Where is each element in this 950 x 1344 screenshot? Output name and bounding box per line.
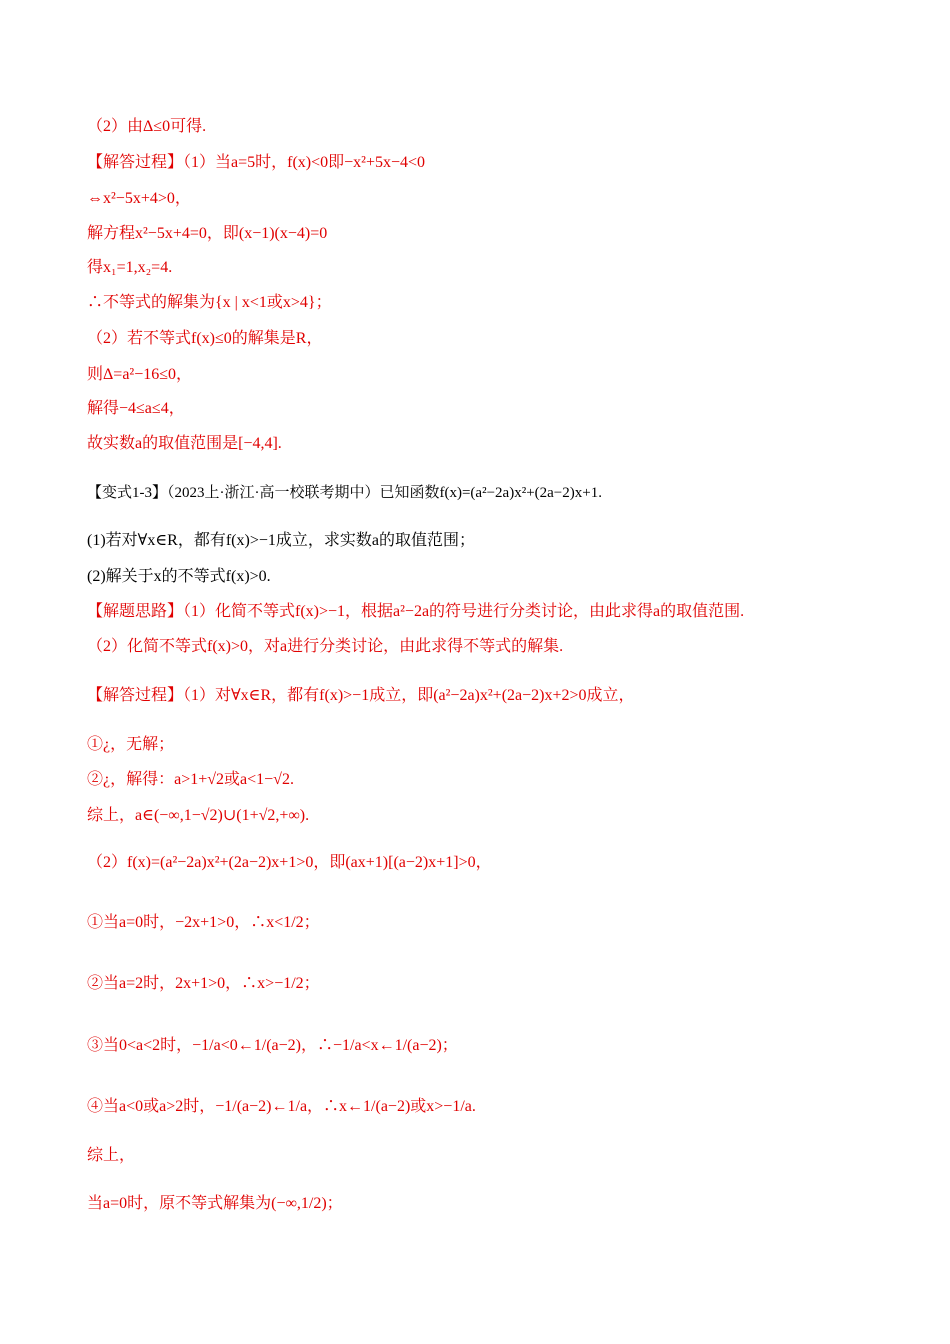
text-line: 【解答过程】（1）对∀x∈R，都有f(x)>−1成立，即(a²−2a)x²+(2a−2)x+2>0成立， [87, 687, 635, 704]
text-line: 解方程x²−5x+4=0，即(x−1)(x−4)=0 [87, 225, 328, 242]
text-line: 综上， [87, 1147, 136, 1164]
text-line: （2）若不等式f(x)≤0的解集是R， [87, 330, 323, 347]
text-line: 综上，a∈(−∞,1−√2)∪(1+√2,+∞). [87, 807, 310, 824]
text-line: ⇔x²−5x+4>0， [87, 190, 191, 207]
text-line: ②当a=2时，2x+1>0，∴x>−1/2； [87, 975, 320, 992]
text-line: 当a=0时，原不等式解集为(−∞,1/2)； [87, 1195, 343, 1212]
text-line: ①当a=0时，−2x+1>0，∴x<1/2； [87, 914, 320, 931]
text-line: (2)解关于x的不等式f(x)>0. [87, 568, 271, 585]
text-line: 故实数a的取值范围是[−4,4]. [87, 435, 282, 452]
problem-header: 【变式1-3】（2023上·浙江·高一校联考期中）已知函数f(x)=(a²−2a)x²+(2a−2)x+1. [87, 485, 602, 501]
text-line: (1)若对∀x∈R，都有f(x)>−1成立，求实数a的取值范围； [87, 532, 475, 549]
text-line: ①¿，无解； [87, 736, 175, 753]
text-line: （2）f(x)=(a²−2a)x²+(2a−2)x+1>0，即(ax+1)[(a−2)x+1]>0， [87, 854, 492, 871]
text-line: 【解题思路】（1）化简不等式f(x)>−1，根据a²−2a的符号进行分类讨论，由此求得a的取值范围. [87, 603, 745, 620]
text-line: ②¿，解得：a>1+√2或a<1−√2. [87, 771, 294, 788]
text-line: （2）由Δ≤0可得. [87, 118, 207, 135]
text-line: 得x₁=1,x₂=4. [87, 259, 173, 276]
text-line: ④当a<0或a>2时，−1/(a−2)←1/a，∴x←1/(a−2)或x>−1/a. [87, 1098, 476, 1115]
text-line: 则Δ=a²−16≤0， [87, 366, 193, 383]
text-line: （2）化简不等式f(x)>0，对a进行分类讨论，由此求得不等式的解集. [87, 638, 564, 655]
text-line: ③当0<a<2时，−1/a<0←1/(a−2)，∴−1/a<x←1/(a−2)； [87, 1037, 458, 1054]
text-line: 解得−4≤a≤4， [87, 400, 185, 417]
text-line: 【解答过程】（1）当a=5时，f(x)<0即−x²+5x−4<0 [87, 154, 426, 171]
text-line: ∴不等式的解集为{x | x<1或x>4}； [87, 294, 332, 311]
